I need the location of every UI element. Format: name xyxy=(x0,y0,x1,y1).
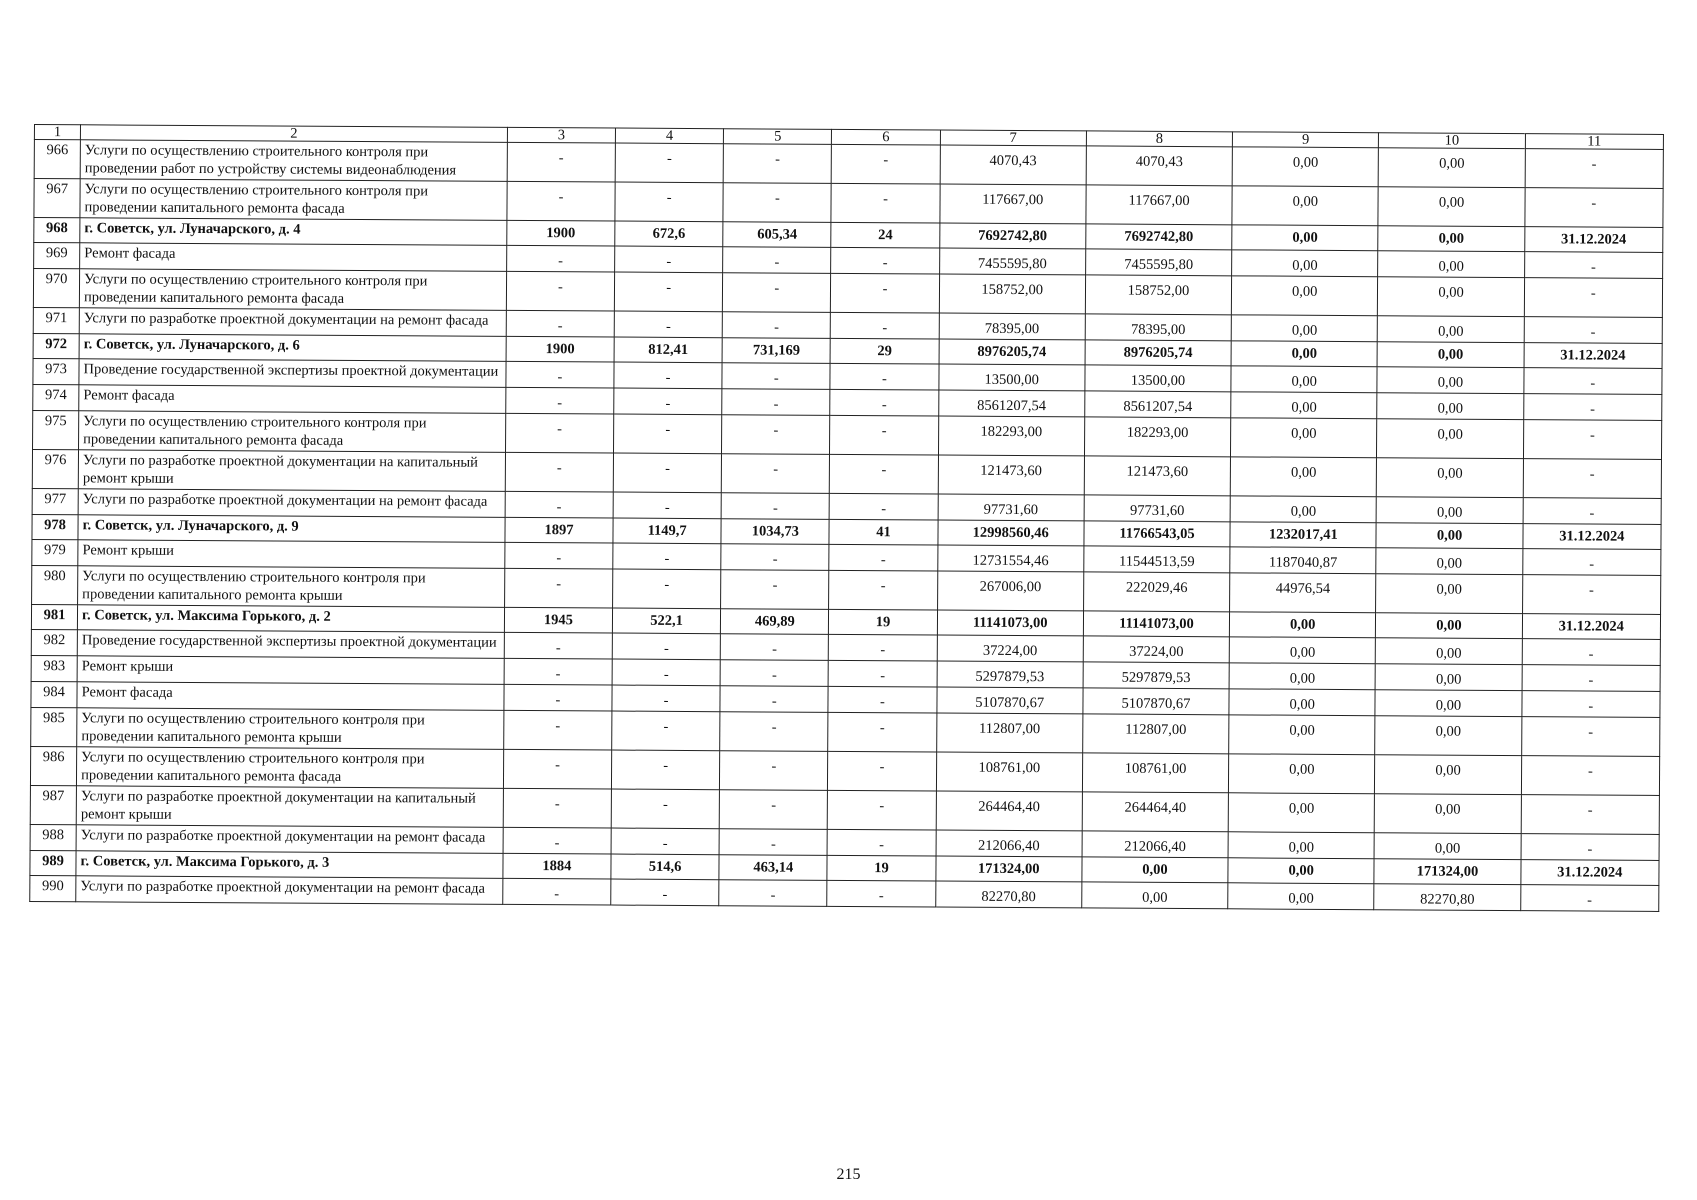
cell-col-8: 4070,43 xyxy=(1086,146,1233,186)
column-header-3: 3 xyxy=(507,127,615,143)
cell-col-10: 0,00 xyxy=(1375,794,1522,834)
cell-col-3: - xyxy=(506,361,614,388)
row-description: Проведение государственной экспертизы проектной документации xyxy=(77,630,504,659)
row-number: 973 xyxy=(33,358,79,384)
cell-col-9: 0,00 xyxy=(1232,147,1379,187)
cell-col-11: - xyxy=(1523,420,1662,460)
cell-col-4: - xyxy=(612,685,720,712)
cell-col-7: 8976205,74 xyxy=(939,339,1085,365)
column-header-8: 8 xyxy=(1086,131,1232,147)
cell-col-5: - xyxy=(722,312,830,339)
row-description: Услуги по разработке проектной документации на капитальный ремонт крыши xyxy=(76,786,503,828)
cell-col-3: - xyxy=(507,181,615,221)
cell-col-6: 29 xyxy=(830,338,938,364)
cell-col-6: - xyxy=(831,183,939,223)
cell-col-6: 19 xyxy=(829,609,937,635)
row-description: г. Советск, ул. Максима Горького, д. 2 xyxy=(77,605,504,633)
row-number: 976 xyxy=(32,449,78,488)
cell-col-8: 5297879,53 xyxy=(1083,662,1229,689)
cell-col-10: 0,00 xyxy=(1378,251,1524,278)
column-header-10: 10 xyxy=(1379,133,1525,149)
cell-col-10: 0,00 xyxy=(1374,833,1520,860)
cell-col-10: 171324,00 xyxy=(1374,859,1520,885)
cell-col-6: 41 xyxy=(829,519,937,545)
row-description: Услуги по разработке проектной документации на ремонт фасада xyxy=(78,489,505,518)
cell-col-11: - xyxy=(1521,834,1659,861)
row-description: Ремонт фасада xyxy=(80,243,507,272)
cell-col-8: 264464,40 xyxy=(1082,792,1229,832)
cell-col-4: - xyxy=(611,879,719,906)
cell-col-8: 112807,00 xyxy=(1083,714,1230,754)
row-description: Услуги по осуществлению строительного контроля при проведении капитального ремонта крыши xyxy=(77,708,504,750)
cell-col-7: 212066,40 xyxy=(936,830,1082,857)
cell-col-7: 158752,00 xyxy=(939,274,1086,314)
cell-col-3: - xyxy=(505,452,613,492)
cell-col-10: 0,00 xyxy=(1375,690,1521,717)
cell-col-3: - xyxy=(503,827,611,854)
cell-col-7: 12731554,46 xyxy=(937,545,1083,572)
column-header-1: 1 xyxy=(34,125,80,140)
cell-col-11: - xyxy=(1522,691,1660,718)
cell-col-4: - xyxy=(615,182,723,222)
cell-col-3: - xyxy=(506,310,614,337)
cell-col-5: - xyxy=(719,880,827,907)
row-description: г. Советск, ул. Луначарского, д. 9 xyxy=(78,515,505,543)
cell-col-5: - xyxy=(720,686,828,713)
row-number: 972 xyxy=(33,333,79,358)
cell-col-10: 0,00 xyxy=(1379,148,1526,188)
cell-col-10: 0,00 xyxy=(1377,367,1523,394)
cell-col-9: 0,00 xyxy=(1231,392,1377,419)
cell-col-11: 31.12.2024 xyxy=(1522,614,1660,640)
cell-col-4: - xyxy=(614,362,722,389)
cell-col-9: 0,00 xyxy=(1232,186,1379,226)
cell-col-3: 1884 xyxy=(503,853,611,879)
cell-col-5: - xyxy=(721,570,829,610)
column-header-11: 11 xyxy=(1525,134,1663,150)
cell-col-9: 44976,54 xyxy=(1230,573,1377,613)
cell-col-6: 19 xyxy=(827,855,935,881)
cell-col-5: 1034,73 xyxy=(721,519,829,545)
cell-col-10: 0,00 xyxy=(1375,755,1522,795)
cell-col-11: 31.12.2024 xyxy=(1524,227,1662,253)
row-number: 985 xyxy=(31,707,77,746)
cell-col-5: - xyxy=(723,247,831,274)
row-description: Услуги по осуществлению строительного контроля при проведении капитального ремонта фасада xyxy=(77,747,504,789)
cell-col-4: 672,6 xyxy=(615,221,723,247)
cell-col-5: - xyxy=(719,829,827,856)
cell-col-7: 7455595,80 xyxy=(939,248,1085,275)
cell-col-5: - xyxy=(722,415,830,455)
row-description: г. Советск, ул. Луначарского, д. 6 xyxy=(79,334,506,362)
cell-col-3: - xyxy=(507,142,615,182)
row-number: 975 xyxy=(33,410,79,449)
cell-col-7: 8561207,54 xyxy=(938,390,1084,417)
column-header-6: 6 xyxy=(832,129,940,145)
cell-col-9: 0,00 xyxy=(1229,715,1376,755)
cell-col-10: 0,00 xyxy=(1375,716,1522,756)
row-description: Услуги по разработке проектной документации на ремонт фасада xyxy=(79,308,506,337)
cell-col-10: 0,00 xyxy=(1378,277,1525,317)
cell-col-3: - xyxy=(503,749,611,789)
column-header-5: 5 xyxy=(724,129,832,145)
cell-col-9: 0,00 xyxy=(1229,689,1375,716)
cell-col-4: - xyxy=(614,414,722,454)
cell-col-6: - xyxy=(828,686,936,713)
row-description: Ремонт фасада xyxy=(79,385,506,414)
cell-col-11: - xyxy=(1524,317,1662,344)
cell-col-10: 0,00 xyxy=(1375,664,1521,691)
row-number: 990 xyxy=(30,875,76,901)
row-description: Ремонт крыши xyxy=(77,656,504,685)
cell-col-7: 12998560,46 xyxy=(938,520,1084,546)
cell-col-8: 37224,00 xyxy=(1083,636,1229,663)
cell-col-7: 4070,43 xyxy=(940,145,1087,185)
cell-col-10: 0,00 xyxy=(1376,613,1522,639)
cell-col-6: - xyxy=(830,389,938,416)
cell-col-8: 11544513,59 xyxy=(1084,546,1230,573)
row-number: 971 xyxy=(33,307,79,333)
cell-col-6: 24 xyxy=(831,222,939,248)
row-description: Услуги по осуществлению строительного контроля при проведении работ по устройству системы видеонаблюдения xyxy=(80,140,507,182)
cell-col-9: 0,00 xyxy=(1230,612,1376,638)
cell-col-3: 1900 xyxy=(506,336,614,362)
cell-col-9: 0,00 xyxy=(1231,341,1377,367)
cell-col-9: 0,00 xyxy=(1228,883,1374,910)
cell-col-11: - xyxy=(1524,368,1662,395)
cell-col-8: 7455595,80 xyxy=(1085,249,1231,276)
row-description: Услуги по осуществлению строительного контроля при проведении капитального ремонта крыши xyxy=(78,566,505,608)
row-number: 974 xyxy=(33,384,79,410)
cell-col-8: 158752,00 xyxy=(1085,275,1232,315)
cell-col-10: 0,00 xyxy=(1376,523,1522,549)
cell-col-9: 0,00 xyxy=(1232,250,1378,277)
row-number: 980 xyxy=(32,565,78,604)
cell-col-7: 117667,00 xyxy=(940,184,1087,224)
cell-col-9: 0,00 xyxy=(1230,457,1377,497)
cell-col-5: 463,14 xyxy=(719,855,827,881)
cell-col-8: 7692742,80 xyxy=(1086,224,1232,250)
cell-col-9: 1232017,41 xyxy=(1230,522,1376,548)
cell-col-9: 0,00 xyxy=(1229,663,1375,690)
row-description: Услуги по осуществлению строительного контроля при проведении капитального ремонта фасада xyxy=(79,269,506,311)
cell-col-8: 117667,00 xyxy=(1086,185,1233,225)
cell-col-4: 1149,7 xyxy=(613,518,721,544)
cell-col-4: - xyxy=(614,311,722,338)
row-number: 966 xyxy=(34,140,80,179)
cell-col-9: 0,00 xyxy=(1231,418,1378,458)
cell-col-4: - xyxy=(613,569,721,609)
cell-col-5: - xyxy=(721,493,829,520)
cell-col-4: - xyxy=(611,750,719,790)
cell-col-7: 112807,00 xyxy=(936,713,1083,753)
cell-col-9: 0,00 xyxy=(1229,754,1376,794)
cell-col-6: - xyxy=(829,544,937,571)
cell-col-11: - xyxy=(1522,575,1661,615)
row-number: 982 xyxy=(31,629,77,655)
cell-col-10: 0,00 xyxy=(1378,316,1524,343)
cell-col-10: 0,00 xyxy=(1378,187,1525,227)
cell-col-3: - xyxy=(504,632,612,659)
cell-col-6: - xyxy=(830,415,938,455)
cell-col-9: 0,00 xyxy=(1232,225,1378,251)
cell-col-6: - xyxy=(831,273,939,313)
cell-col-8: 121473,60 xyxy=(1084,456,1231,496)
cell-col-4: - xyxy=(612,711,720,751)
cell-col-4: - xyxy=(611,789,719,829)
row-number: 967 xyxy=(34,179,80,218)
cell-col-3: - xyxy=(506,245,614,272)
cell-col-8: 13500,00 xyxy=(1085,365,1231,392)
row-number: 988 xyxy=(30,824,76,850)
cell-col-10: 0,00 xyxy=(1377,342,1523,368)
cell-col-9: 0,00 xyxy=(1231,276,1378,316)
cell-col-6: - xyxy=(829,660,937,687)
cell-col-5: - xyxy=(721,544,829,571)
cell-col-7: 13500,00 xyxy=(939,364,1085,391)
cell-col-4: - xyxy=(612,633,720,660)
row-number: 970 xyxy=(33,269,79,308)
cell-col-11: - xyxy=(1525,188,1664,228)
cell-col-6: - xyxy=(829,634,937,661)
page-number: 215 xyxy=(836,1166,861,1183)
cell-col-8: 108761,00 xyxy=(1082,753,1229,793)
row-number: 989 xyxy=(30,850,76,875)
cell-col-11: - xyxy=(1521,795,1660,835)
row-number: 969 xyxy=(34,243,80,269)
cell-col-11: - xyxy=(1523,459,1662,499)
column-header-2: 2 xyxy=(80,125,507,143)
cell-col-10: 0,00 xyxy=(1377,458,1524,498)
cell-col-11: - xyxy=(1522,665,1660,692)
row-number: 983 xyxy=(31,655,77,681)
cell-col-4: - xyxy=(614,272,722,312)
cell-col-4: - xyxy=(615,246,723,273)
cell-col-9: 1187040,87 xyxy=(1230,547,1376,574)
cell-col-7: 121473,60 xyxy=(938,455,1085,495)
column-header-4: 4 xyxy=(615,128,723,144)
cell-col-11: 31.12.2024 xyxy=(1523,524,1661,550)
document-sheet xyxy=(29,124,1664,912)
cell-col-5: - xyxy=(721,454,829,494)
cell-col-4: - xyxy=(613,453,721,493)
row-number: 987 xyxy=(30,785,76,824)
column-header-7: 7 xyxy=(940,130,1086,146)
cell-col-11: - xyxy=(1521,756,1660,796)
cell-col-10: 0,00 xyxy=(1377,419,1524,459)
cell-col-11: - xyxy=(1525,149,1664,189)
cell-col-7: 5297879,53 xyxy=(937,661,1083,688)
cell-col-6: - xyxy=(830,363,938,390)
cell-col-8: 5107870,67 xyxy=(1083,688,1229,715)
row-description: г. Советск, ул. Максима Горького, д. 3 xyxy=(76,851,503,879)
cell-col-6: - xyxy=(828,712,936,752)
table-body xyxy=(30,140,1664,912)
cell-col-4: - xyxy=(612,659,720,686)
cell-col-10: 82270,80 xyxy=(1374,884,1520,911)
cell-col-3: - xyxy=(504,710,612,750)
cell-col-8: 0,00 xyxy=(1082,882,1228,909)
row-description: Услуги по разработке проектной документации на капитальный ремонт крыши xyxy=(78,450,505,492)
row-description: Услуги по разработке проектной документации на ремонт фасада xyxy=(76,876,503,905)
cell-col-9: 0,00 xyxy=(1231,315,1377,342)
cell-col-3: - xyxy=(505,542,613,569)
cell-col-3: - xyxy=(503,788,611,828)
row-description: Проведение государственной экспертизы проектной документации xyxy=(79,359,506,388)
cell-col-4: 812,41 xyxy=(614,337,722,363)
cell-col-7: 7692742,80 xyxy=(939,223,1085,249)
cell-col-5: 605,34 xyxy=(723,222,831,248)
cell-col-6: - xyxy=(827,880,935,907)
row-description: Услуги по осуществлению строительного контроля при проведении капитального ремонта фасада xyxy=(80,179,507,221)
cell-col-11: 31.12.2024 xyxy=(1524,343,1662,369)
cell-col-6: - xyxy=(830,493,938,520)
cell-col-10: 0,00 xyxy=(1376,548,1522,575)
cell-col-5: - xyxy=(722,389,830,416)
cell-col-9: 0,00 xyxy=(1231,366,1377,393)
cell-col-5: - xyxy=(722,363,830,390)
cell-col-7: 37224,00 xyxy=(937,635,1083,662)
cell-col-4: 514,6 xyxy=(611,854,719,880)
cell-col-4: - xyxy=(613,543,721,570)
program-table xyxy=(29,124,1664,912)
cell-col-8: 11141073,00 xyxy=(1083,611,1229,637)
cell-col-10: 0,00 xyxy=(1378,226,1524,252)
cell-col-4: - xyxy=(611,828,719,855)
cell-col-8: 222029,46 xyxy=(1083,572,1230,612)
cell-col-5: - xyxy=(720,660,828,687)
cell-col-6: - xyxy=(829,570,937,610)
cell-col-3: 1945 xyxy=(504,607,612,633)
cell-col-5: 731,169 xyxy=(722,338,830,364)
cell-col-11: - xyxy=(1522,639,1660,666)
cell-col-3: - xyxy=(504,568,612,608)
cell-col-6: - xyxy=(832,144,940,184)
cell-col-9: 0,00 xyxy=(1228,793,1375,833)
cell-col-6: - xyxy=(831,247,939,274)
cell-col-8: 11766543,05 xyxy=(1084,521,1230,547)
cell-col-6: - xyxy=(828,751,936,791)
cell-col-11: - xyxy=(1524,252,1662,279)
cell-col-10: 0,00 xyxy=(1376,574,1523,614)
cell-col-7: 82270,80 xyxy=(935,881,1081,908)
cell-col-6: - xyxy=(831,312,939,339)
cell-col-11: 31.12.2024 xyxy=(1521,860,1659,886)
cell-col-7: 171324,00 xyxy=(936,856,1082,882)
cell-col-11: - xyxy=(1523,498,1661,525)
cell-col-4: - xyxy=(614,388,722,415)
cell-col-9: 0,00 xyxy=(1229,637,1375,664)
cell-col-4: 522,1 xyxy=(612,608,720,634)
cell-col-8: 8561207,54 xyxy=(1085,391,1231,418)
cell-col-8: 8976205,74 xyxy=(1085,340,1231,366)
cell-col-5: - xyxy=(720,712,828,752)
cell-col-5: - xyxy=(723,273,831,313)
cell-col-10: 0,00 xyxy=(1376,497,1522,524)
row-description: г. Советск, ул. Луначарского, д. 4 xyxy=(80,218,507,246)
column-header-9: 9 xyxy=(1233,132,1379,148)
cell-col-3: - xyxy=(506,387,614,414)
cell-col-5: - xyxy=(720,751,828,791)
row-description: Услуги по осуществлению строительного контроля при проведении капитального ремонта фасада xyxy=(79,411,506,453)
row-number: 979 xyxy=(32,539,78,565)
cell-col-8: 97731,60 xyxy=(1084,495,1230,522)
cell-col-10: 0,00 xyxy=(1376,638,1522,665)
cell-col-5: - xyxy=(723,183,831,223)
row-description: Услуги по разработке проектной документации на ремонт фасада xyxy=(76,825,503,854)
cell-col-9: 0,00 xyxy=(1230,496,1376,523)
cell-col-11: - xyxy=(1523,394,1661,421)
cell-col-7: 108761,00 xyxy=(936,752,1083,792)
cell-col-8: 182293,00 xyxy=(1084,417,1231,457)
cell-col-5: 469,89 xyxy=(721,609,829,635)
row-description: Ремонт фасада xyxy=(77,682,504,711)
cell-col-6: - xyxy=(830,454,938,494)
cell-col-3: - xyxy=(503,878,611,905)
cell-col-7: 5107870,67 xyxy=(937,687,1083,714)
cell-col-3: 1897 xyxy=(505,517,613,543)
cell-col-6: - xyxy=(828,790,936,830)
cell-col-7: 97731,60 xyxy=(938,494,1084,521)
cell-col-11: - xyxy=(1524,278,1663,318)
row-number: 986 xyxy=(30,746,76,785)
cell-col-10: 0,00 xyxy=(1377,393,1523,420)
cell-col-4: - xyxy=(613,492,721,519)
cell-col-11: - xyxy=(1522,549,1660,576)
cell-col-11: - xyxy=(1521,717,1660,757)
cell-col-3: 1900 xyxy=(507,220,615,246)
cell-col-3: - xyxy=(505,491,613,518)
row-number: 968 xyxy=(34,218,80,243)
row-number: 984 xyxy=(31,681,77,707)
cell-col-7: 11141073,00 xyxy=(937,610,1083,636)
cell-col-3: - xyxy=(504,658,612,685)
cell-col-8: 0,00 xyxy=(1082,857,1228,883)
cell-col-5: - xyxy=(723,144,831,184)
cell-col-3: - xyxy=(505,413,613,453)
cell-col-8: 212066,40 xyxy=(1082,831,1228,858)
row-number: 981 xyxy=(31,604,77,629)
row-description: Ремонт крыши xyxy=(78,540,505,569)
cell-col-3: - xyxy=(506,271,614,311)
row-number: 978 xyxy=(32,514,78,539)
cell-col-4: - xyxy=(615,143,723,183)
cell-col-3: - xyxy=(504,684,612,711)
cell-col-5: - xyxy=(720,634,828,661)
cell-col-7: 78395,00 xyxy=(939,313,1085,340)
cell-col-11: - xyxy=(1520,885,1658,912)
cell-col-9: 0,00 xyxy=(1228,832,1374,859)
cell-col-8: 78395,00 xyxy=(1085,314,1231,341)
cell-col-5: - xyxy=(719,790,827,830)
cell-col-6: - xyxy=(827,829,935,856)
cell-col-7: 264464,40 xyxy=(936,791,1083,831)
cell-col-9: 0,00 xyxy=(1228,858,1374,884)
row-number: 977 xyxy=(32,488,78,514)
cell-col-7: 267006,00 xyxy=(937,571,1084,611)
cell-col-7: 182293,00 xyxy=(938,416,1085,456)
